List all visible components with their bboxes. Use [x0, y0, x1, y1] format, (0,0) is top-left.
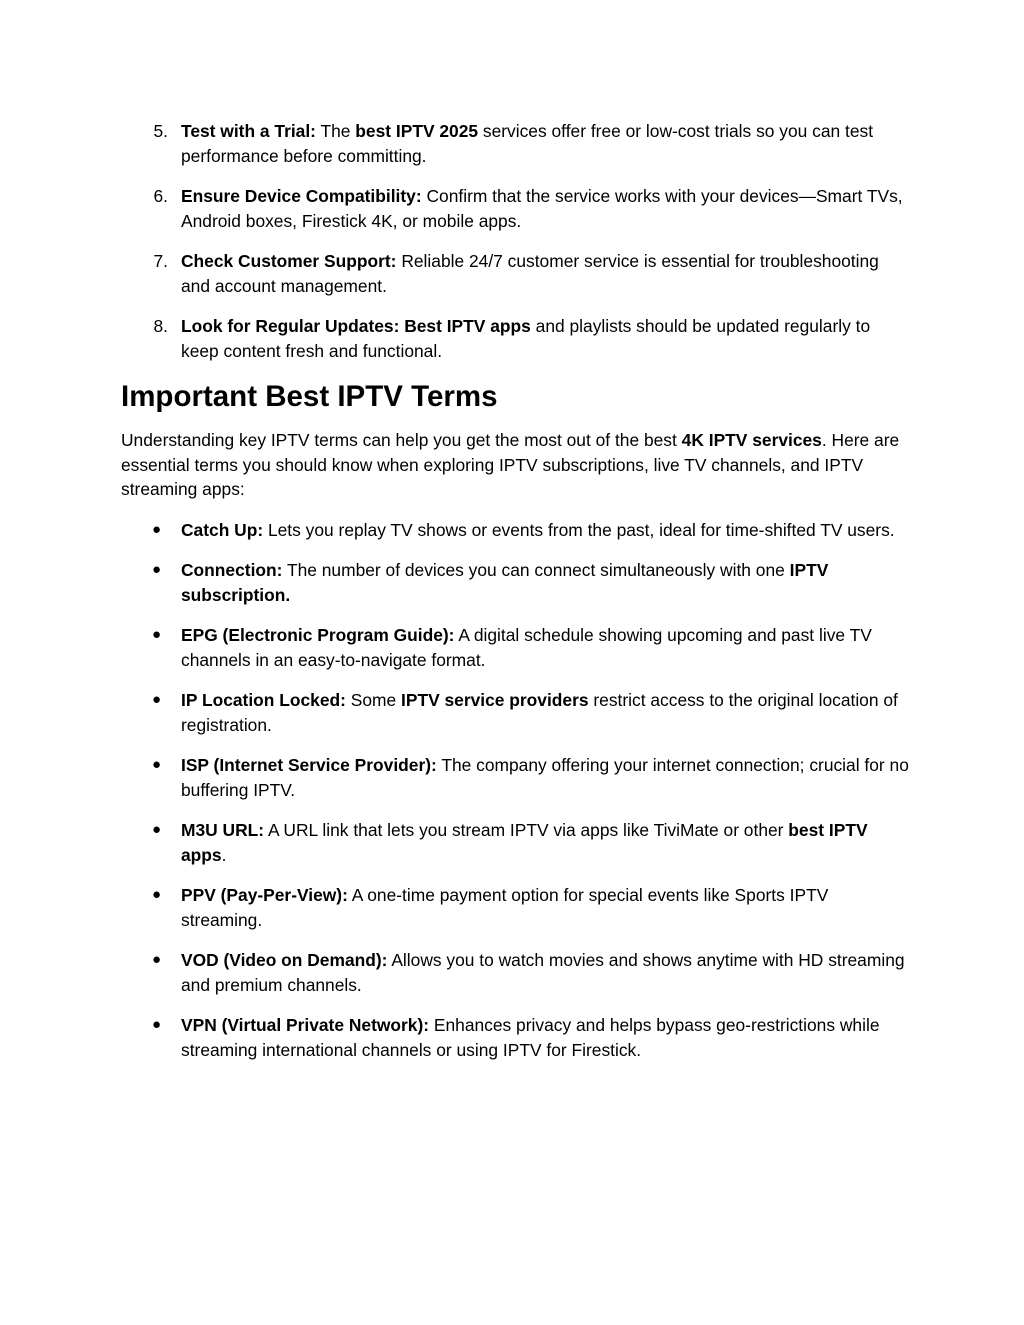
list-item-text: [181, 186, 903, 231]
plain-text: . Here are essential terms you should know when exploring IPTV subscriptions, live TV channels, and IPTV streaming apps:: [121, 430, 900, 499]
bullet-list-item: [121, 558, 911, 607]
plain-text: restrict access to the original location of registration.: [181, 690, 898, 735]
plain-text: The company offering your internet connection; crucial for no buffering IPTV.: [181, 755, 909, 800]
bold-text: IPTV service providers: [401, 690, 589, 710]
list-item-text: [181, 885, 828, 930]
plain-text: Some: [345, 690, 402, 710]
list-item-text: [181, 950, 905, 995]
list-number: 7.: [153, 251, 168, 271]
bullet-icon: ●: [152, 1016, 162, 1033]
plain-text: A digital schedule showing upcoming and past live TV channels in an easy-to-navigate format.: [181, 625, 872, 670]
list-number: 5.: [153, 121, 168, 141]
intro-paragraph: [121, 428, 911, 502]
list-number: 8.: [153, 316, 168, 336]
list-item-text: [181, 121, 873, 166]
plain-text: Lets you replay TV shows or events from the past, ideal for time-shifted TV users.: [263, 519, 895, 540]
list-item-text: [181, 755, 909, 800]
term-name: IP Location Locked:: [181, 690, 346, 710]
bullet-list-item: [121, 753, 911, 802]
list-item-text: [181, 625, 872, 670]
bullet-icon: ●: [152, 626, 162, 643]
plain-text: Reliable 24/7 customer service is essential for troubleshooting and account management.: [181, 251, 879, 296]
numbered-list-item: [121, 314, 911, 363]
bullet-icon: ●: [152, 561, 162, 578]
term-name: VOD (Video on Demand):: [181, 950, 388, 970]
plain-text: Confirm that the service works with your devices—Smart TVs, Android boxes, Firestick 4K, or mobile apps.: [181, 186, 903, 231]
bullet-list-item: [121, 818, 911, 867]
plain-text: Enhances privacy and helps bypass geo-restrictions while streaming international channels or using IPTV for Firestick.: [181, 1015, 880, 1060]
plain-text: The number of devices you can connect simultaneously with one: [282, 560, 790, 580]
numbered-list-item: [121, 184, 911, 233]
bullet-list-item: [121, 948, 911, 997]
bullet-icon: ●: [152, 756, 162, 773]
list-item-text: [181, 316, 870, 361]
bold-text: best IPTV 2025: [355, 121, 479, 141]
bullet-icon: ●: [152, 951, 162, 968]
document-content: [121, 119, 911, 1078]
term-name: VPN (Virtual Private Network):: [181, 1015, 430, 1035]
bold-text: Test with a Trial:: [181, 121, 316, 141]
term-name: Connection:: [181, 560, 283, 580]
term-name: Catch Up:: [181, 519, 264, 540]
plain-text: and playlists should be updated regularly to keep content fresh and functional.: [181, 316, 871, 361]
bullet-list-item: [121, 518, 911, 543]
term-name: M3U URL:: [181, 820, 265, 840]
list-item-text: [181, 690, 898, 735]
numbered-list-item: [121, 249, 911, 298]
term-name: PPV (Pay-Per-View):: [181, 885, 348, 905]
bold-text: Look for Regular Updates: Best IPTV apps: [181, 316, 531, 336]
bold-text: Ensure Device Compatibility:: [181, 186, 422, 206]
bold-text: 4K IPTV services: [681, 430, 822, 450]
plain-text: A one-time payment option for special events like Sports IPTV streaming.: [181, 885, 829, 930]
bullet-icon: ●: [152, 520, 162, 538]
list-item-text: [181, 560, 828, 605]
numbered-tips-list: [121, 119, 911, 363]
plain-text: services offer free or low-cost trials so you can test performance before committing.: [181, 121, 874, 166]
list-item-text: [181, 1015, 880, 1060]
plain-text: Understanding key IPTV terms can help you get the most out of the best: [121, 430, 682, 450]
bold-text: IPTV subscription.: [181, 560, 829, 605]
plain-text: .: [221, 844, 227, 865]
bullet-list-item: [121, 883, 911, 932]
term-name: ISP (Internet Service Provider):: [181, 755, 437, 775]
bold-text: Check Customer Support:: [181, 251, 397, 271]
section-heading: Important Best IPTV Terms: [121, 380, 498, 413]
bullet-list-item: [121, 623, 911, 672]
plain-text: Allows you to watch movies and shows anytime with HD streaming and premium channels.: [181, 950, 905, 995]
plain-text: The: [315, 121, 356, 141]
bullet-icon: ●: [152, 886, 162, 903]
bullet-list-item: [121, 1013, 911, 1062]
bullet-icon: ●: [152, 691, 162, 708]
list-item-text: [181, 520, 895, 540]
numbered-list-item: [121, 119, 911, 168]
list-item-text: [181, 251, 879, 296]
iptv-terms-list: [121, 518, 911, 1063]
bold-text: best IPTV apps: [181, 820, 868, 865]
bullet-list-item: [121, 688, 911, 737]
term-name: EPG (Electronic Program Guide):: [181, 625, 455, 645]
bullet-icon: ●: [152, 821, 162, 838]
list-item-text: [181, 820, 868, 865]
plain-text: A URL link that lets you stream IPTV via apps like TiviMate or other: [264, 820, 789, 840]
list-number: 6.: [153, 186, 168, 206]
